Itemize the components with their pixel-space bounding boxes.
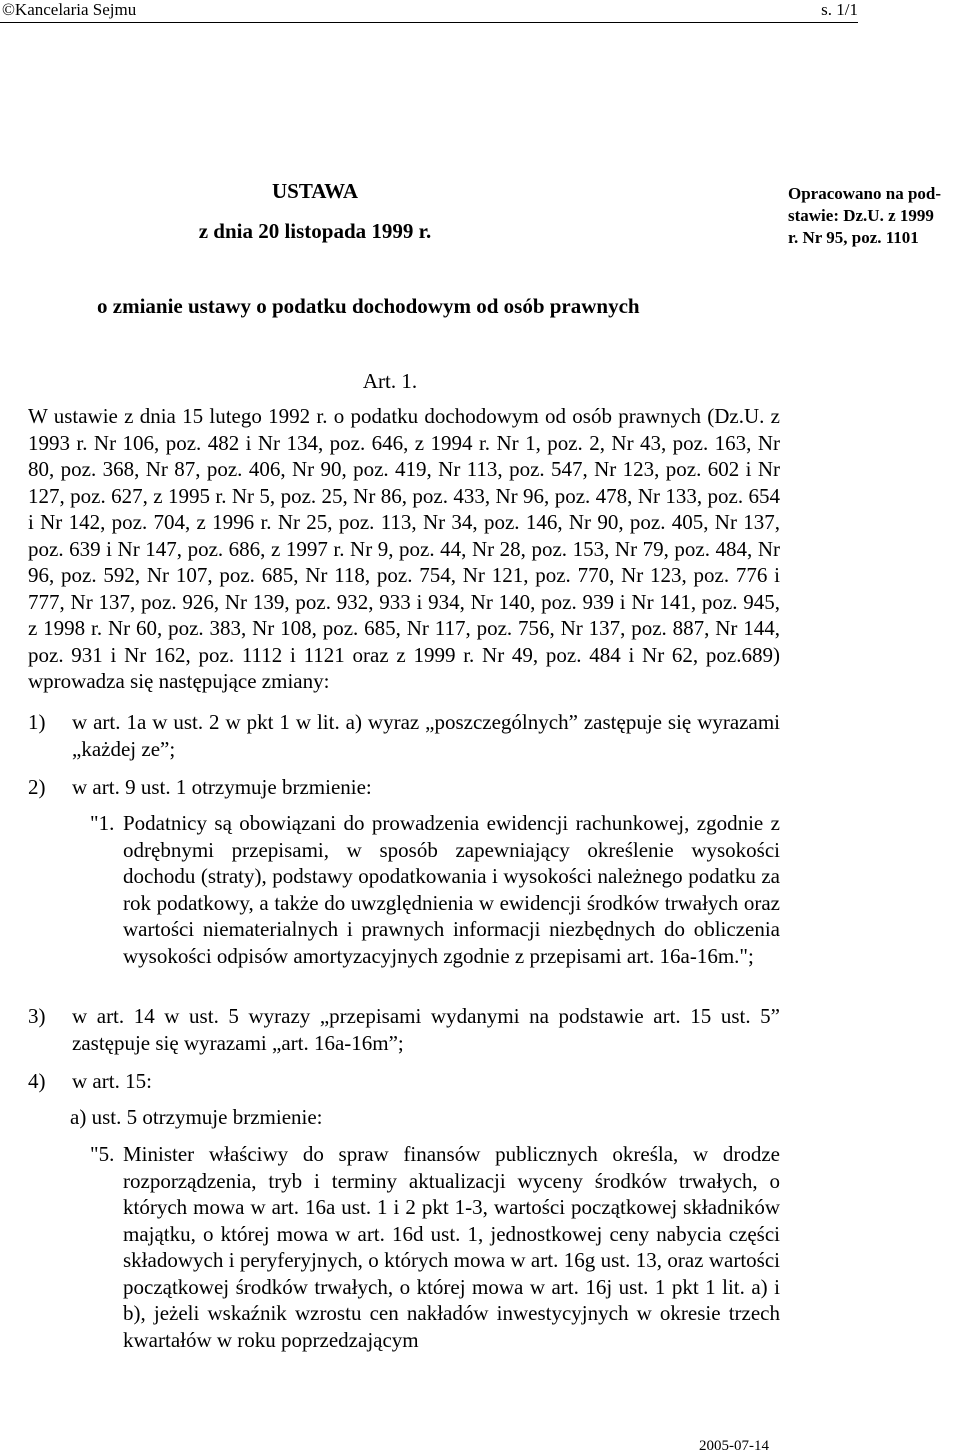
sub-item-a: a) ust. 5 otrzymuje brzmienie: <box>70 1105 323 1129</box>
article-intro: W ustawie z dnia 15 lutego 1992 r. o podatku dochodowym od osób prawnych (Dz.U. z 1993 r. Nr 106, poz. 482 i Nr 134, poz. 646, z 1994 r. Nr 1, poz. 2, Nr 43, poz. 163, Nr 80, poz. 368, Nr 87, poz. 406, Nr 90, poz. 419, Nr 113, poz. 547, Nr 123, poz. 602 i Nr 127, poz. 627, z 1995 r. Nr 5, poz. 25, Nr 86, poz. 433, Nr 96, poz. 478, Nr 133, poz. 654 i Nr 142, poz. 704, z 1996 r. Nr 25, poz. 113, Nr 34, poz. 146, Nr 90, poz. 405, Nr 137, poz. 639 i Nr 147, poz. 686, z 1997 r. Nr 9, poz. 44, Nr 28, poz. 153, Nr 79, poz. 484, Nr 96, poz. 592, Nr 107, poz. 685, Nr 118, poz. 754, Nr 121, poz. 770, Nr 123, poz. 776 i 777, Nr 137, poz. 926, Nr 139, poz. 932, 933 i 934, Nr 140, poz. 939 i Nr 141, poz. 945, z 1998 r. Nr 60, poz. 383, Nr 108, poz. 685, Nr 117, poz. 756, Nr 137, poz. 887, Nr 144, poz. 931 i Nr 162, poz. 1112 i 1121 oraz z 1999 r. Nr 49, poz. 484 i Nr 62, poz.689) wprowadza się następujące zmiany: <box>28 404 780 693</box>
item-text: w art. 9 ust. 1 otrzymuje brzmienie: <box>72 775 372 799</box>
act-type-title: USTAWA <box>272 179 358 203</box>
quoted-provision <box>90 810 780 969</box>
source-note <box>788 183 960 249</box>
item-text: w art. 14 w ust. 5 wyrazy „przepisami wydanymi na podstawie art. 15 ust. 5” zastępuje się wyrazami „art. 16a-16m”; <box>72 1004 780 1055</box>
footer-date: 2005-07-14 <box>699 1438 769 1454</box>
source-note-line: Opracowano na pod- <box>788 184 942 203</box>
provision-text: Podatnicy są obowiązani do prowadzenia ewidencji rachunkowej, zgodnie z odrębnymi przepisami, w sposób zapewniający określenie wysokości dochodu (straty), podstawy opodatkowania i wysokości należnego podatku za rok podatkowy, a także do uwzględnienia w ewidencji środków trwałych oraz wartości niematerialnych i prawnych informacji niezbędnych do obliczenia wysokości odpisów amortyzacyjnych zgodnie z przepisami art. 16a-16m."; <box>123 811 780 968</box>
item-text: w art. 1a w ust. 2 w pkt 1 w lit. a) wyraz „poszczególnych” zastępuje się wyrazami „każdej ze”; <box>72 710 780 761</box>
header-copyright: ©Kancelaria Sejmu <box>2 0 137 19</box>
provision-number: "1. <box>90 811 115 835</box>
amendment-item <box>28 1068 780 1095</box>
act-subject: o zmianie ustawy o podatku dochodowym od osób prawnych <box>97 294 640 318</box>
item-number: 4) <box>28 1069 46 1093</box>
quoted-provision <box>90 1141 780 1353</box>
item-text: w art. 15: <box>72 1069 152 1093</box>
header-page-info: s. 1/1 <box>821 0 858 19</box>
amendment-item <box>28 709 780 762</box>
provision-number: "5. <box>90 1142 115 1166</box>
source-note-line: stawie: Dz.U. z 1999 <box>788 206 934 225</box>
act-date: z dnia 20 listopada 1999 r. <box>198 219 432 243</box>
amendment-item <box>28 774 780 801</box>
source-note-line: r. Nr 95, poz. 1101 <box>788 228 919 247</box>
item-number: 2) <box>28 775 46 799</box>
amendment-item <box>28 1003 780 1056</box>
item-number: 1) <box>28 710 46 734</box>
provision-text: Minister właściwy do spraw finansów publicznych określa, w drodze rozporządzenia, tryb i terminy aktualizacji wyceny środków trwałych, o których mowa w art. 16a ust. 1 i 2 pkt 1-3, wartości początkowej składników majątku, o której mowa w art. 16d ust. 1, jednostkowej ceny nabycia części składowych i peryferyjnych, o których mowa w art. 16g ust. 13, oraz wartości początkowej środków trwałych, o której mowa w art. 16j ust. 1 pkt 1 lit. a) i b), jeżeli wskaźnik wzrostu cen nakładów inwestycyjnych w okresie trzech kwartałów w roku poprzedzającym <box>123 1142 780 1352</box>
article-heading: Art. 1. <box>362 369 418 393</box>
item-number: 3) <box>28 1004 46 1028</box>
header-divider <box>0 22 858 23</box>
